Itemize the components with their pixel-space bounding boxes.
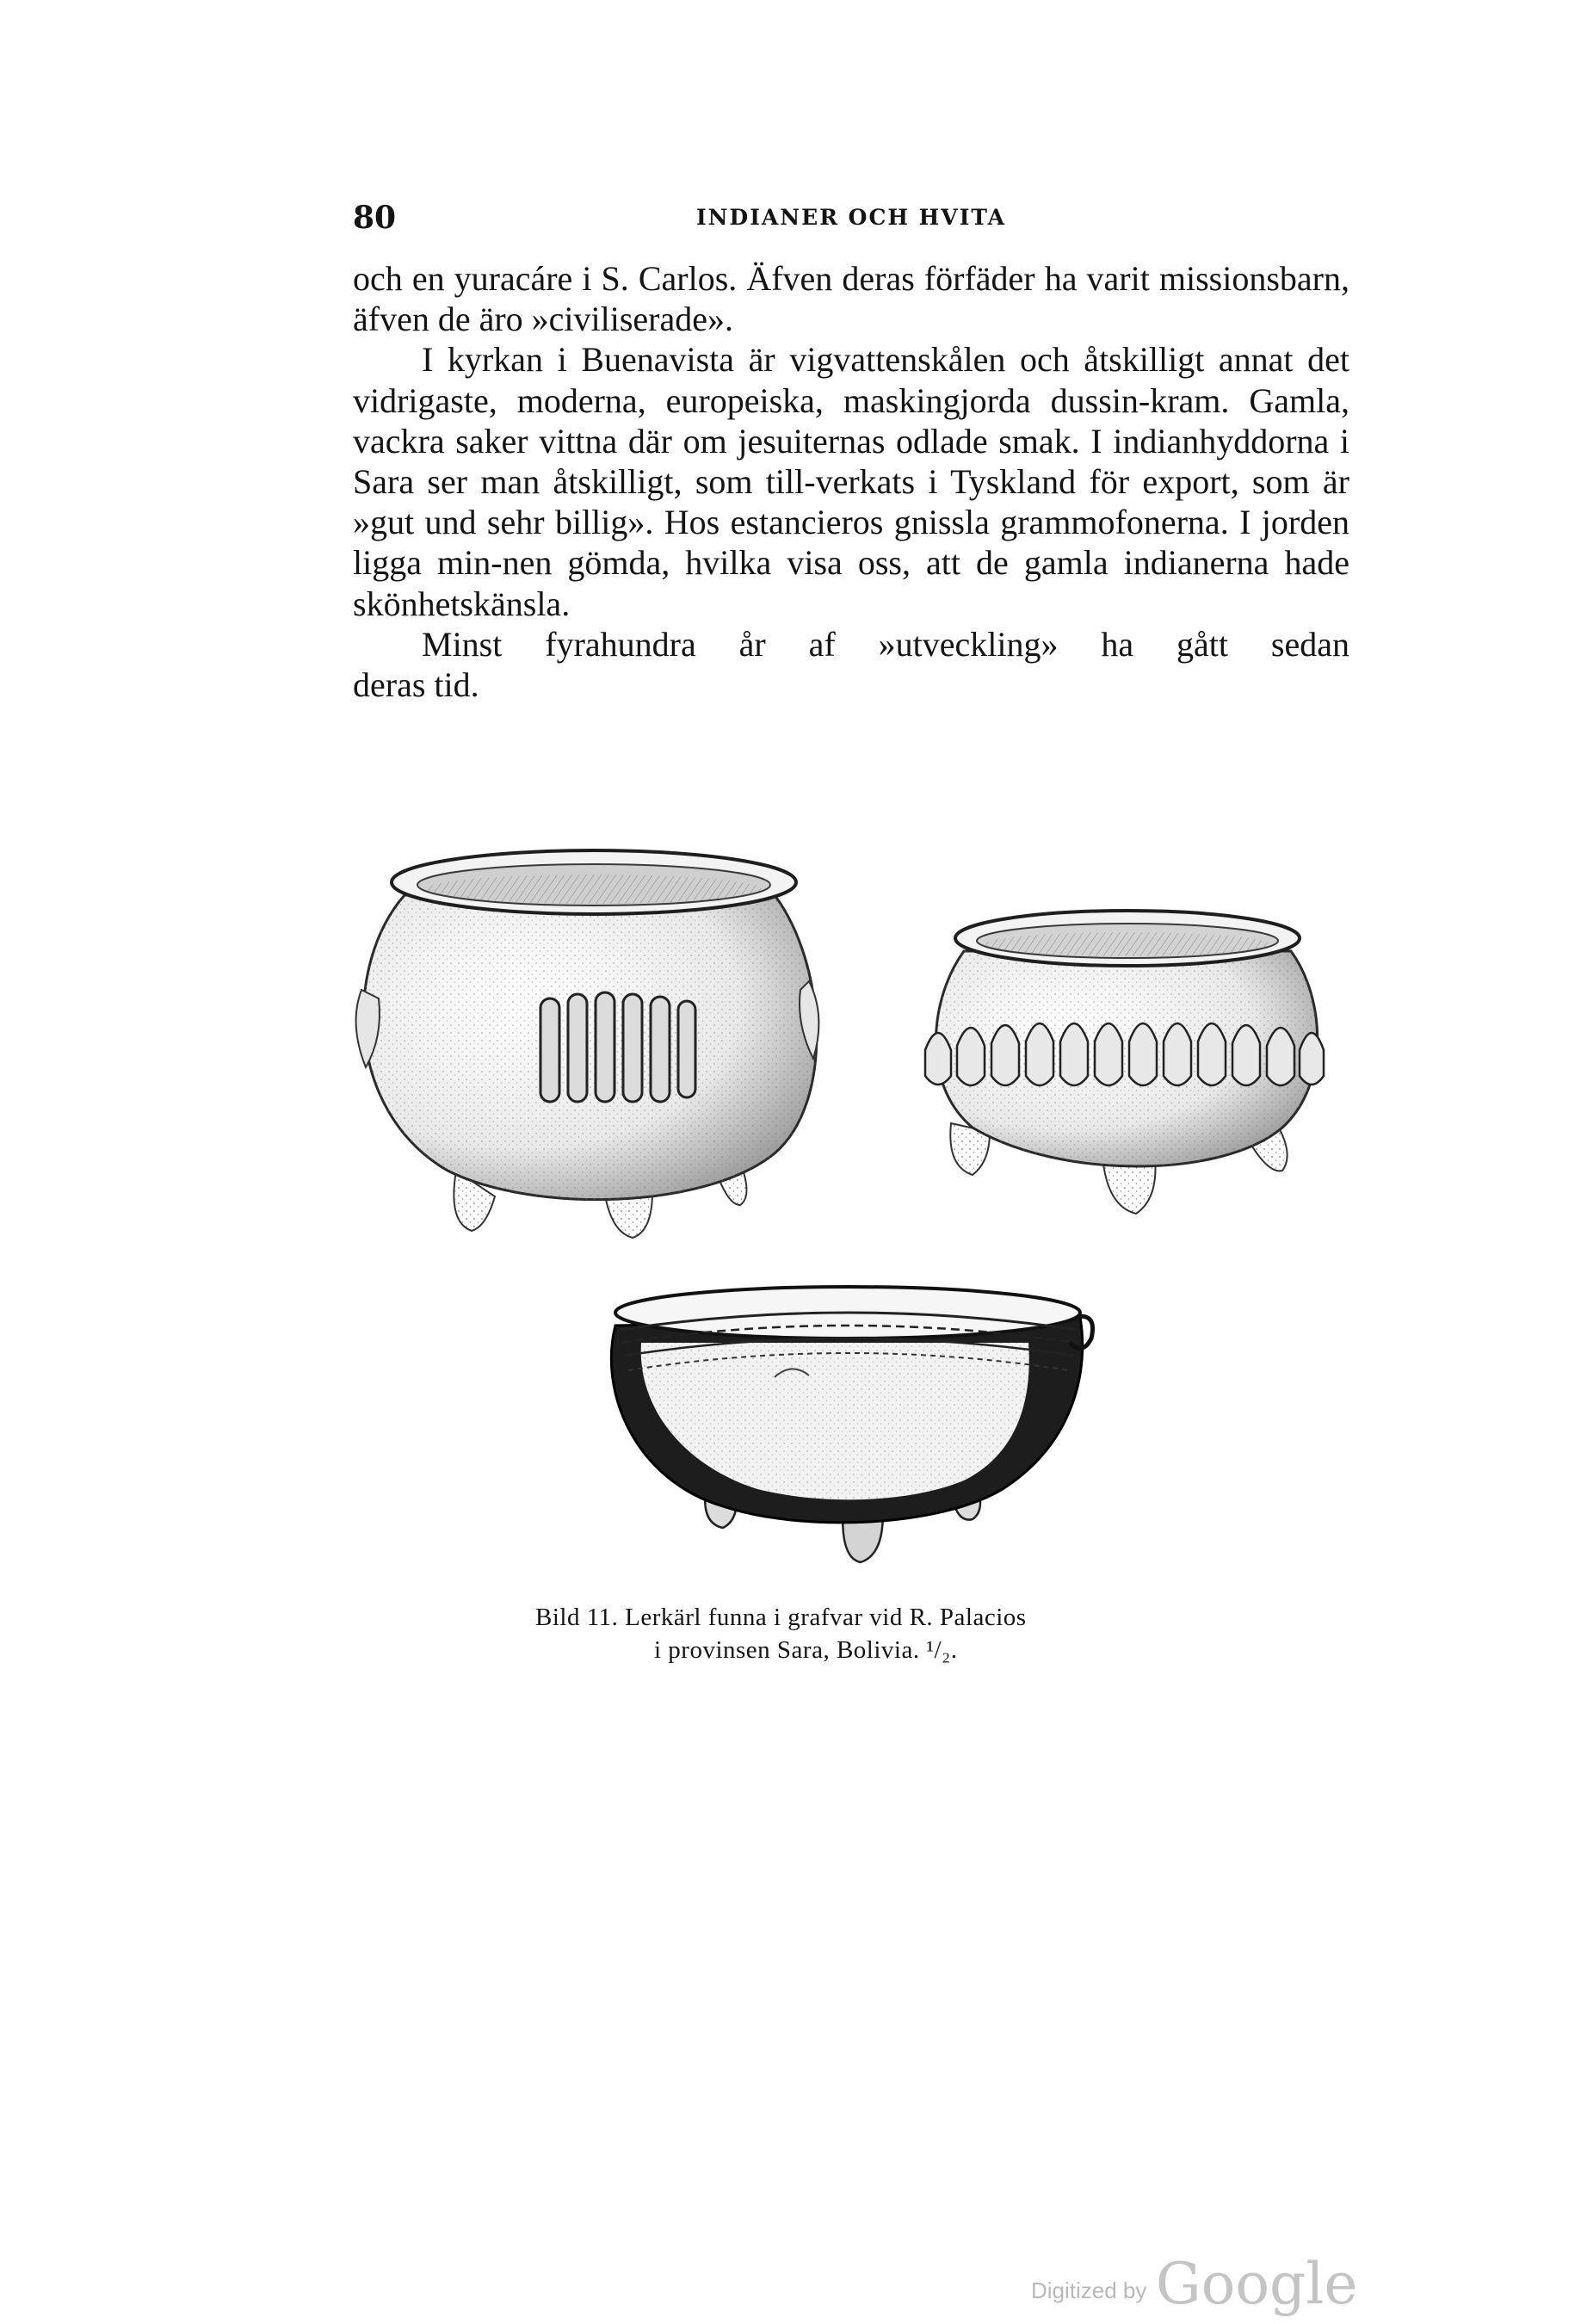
digitized-watermark <box>1031 2251 1357 2317</box>
digitized-by-text: Digitized by <box>1031 2278 1147 2303</box>
pot-with-ribs <box>356 850 819 1238</box>
google-logo: Google <box>1155 2251 1358 2317</box>
running-title: INDIANER OCH HVITA <box>695 205 1007 230</box>
figure-caption <box>516 1601 1170 1666</box>
paragraph: och en yuracáre i S. Carlos. Äfven deras förfäder ha varit missionsbarn, äfven de äro »civiliserade». <box>353 259 1349 339</box>
paragraph: Minst fyrahundra år af »utveckling» ha gått sedan <box>422 624 1349 664</box>
caption-line-1: Bild 11. Lerkärl funna i grafvar vid R. Palacios <box>535 1604 1027 1631</box>
caption-line-2: i provinsen Sara, Bolivia. ¹/₂. <box>654 1636 958 1664</box>
dark-bowl <box>611 1287 1092 1562</box>
paragraph: deras tid. <box>353 665 479 705</box>
page-number: 80 <box>353 200 397 236</box>
pot-with-scalloped-band <box>925 911 1324 1214</box>
paragraph: I kyrkan i Buenavista är vigvattenskålen och åtskilligt annat det vidrigaste, moderna, europeiska, maskingjorda dussin-kram. Gamla, vackra saker vittna där om jesuiternas odlade smak. I indianhyddorna i Sara ser man åtskilligt, som till-verkats i Tyskland för export, som är »gut und sehr billig». Hos estancieros gnissla grammofonerna. I jorden ligga min-nen gömda, hvilka visa oss, att de gamla indianerna hade skönhetskänsla. <box>353 340 1349 623</box>
